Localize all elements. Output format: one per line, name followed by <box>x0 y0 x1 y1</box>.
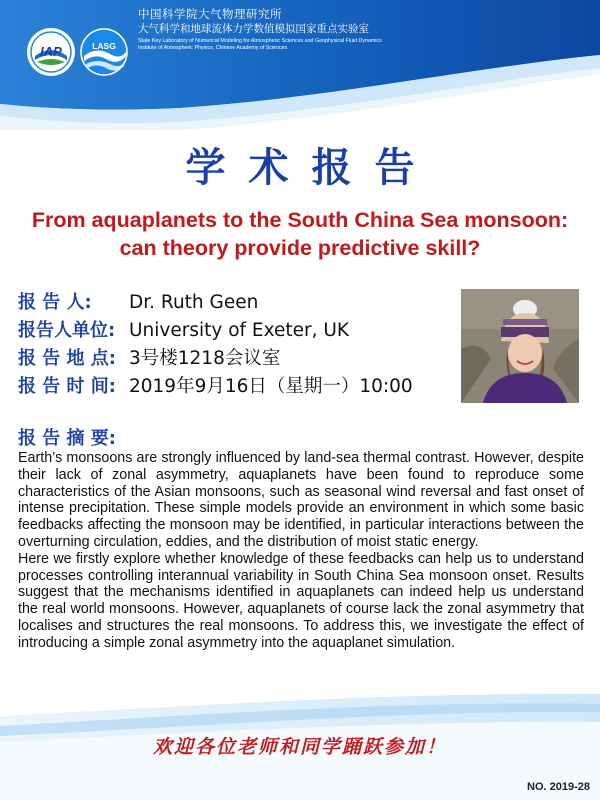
abstract-label: 报 告 摘 要: <box>18 428 116 449</box>
talk-location: 3号楼1218会议室 <box>129 348 281 369</box>
talk-title-line-1: From aquaplanets to the South China Sea monsoon: <box>31 208 569 232</box>
talk-title <box>0 206 600 262</box>
info-label: 报告人单位: <box>18 320 116 341</box>
abstract-paragraph-2: Here we firstly explore whether knowledge of these feedbacks can help us to understand processes controlling interannual variability in South China Sea monsoon onset. Results suggest that the mechanisms identified in aquaplanets can indeed help us understand the real world monsoons. However, aquaplanets of course lack the zonal asymmetry that localises and structures the real monsoons. To address this, we investigate the effect of introducing a simple zonal asymmetry into the aquaplanet simulation. <box>18 550 584 651</box>
info-label: 报 告 时 间: <box>18 376 116 397</box>
info-label: 报 告 地 点: <box>18 348 116 369</box>
welcome-message: 欢迎各位老师和同学踊跃参加！ <box>152 736 447 758</box>
institute-name-block <box>138 8 382 52</box>
logo-left-text: IAP <box>40 44 62 59</box>
abstract-paragraph-1: Earth’s monsoons are strongly influenced by land-sea thermal contrast. However, despite their lack of zonal asymmetry, aquaplanets have been found to reproduce some characteristics of the Asian monsoons, such as seasonal wind reversal and fast onset of intense precipitation. These simple models provide an environment in which some basic feedbacks affecting the monsoon may be identified, in particular interactions between the overturning circulation, eddies, and the distribution of moist static energy. <box>18 450 584 550</box>
lab-name-en: State Key Laboratory of Numerical Modeling for Atmospheric Sciences and Geophysical Fluid Dynamics <box>138 38 382 44</box>
info-label: 报 告 人: <box>18 292 92 313</box>
speaker-photo <box>461 289 579 403</box>
talk-info <box>18 289 413 401</box>
speaker-affiliation: University of Exeter, UK <box>129 320 350 341</box>
institute-name-en: Institute of Atmospheric Physics, Chinese Academy of Sciences <box>138 45 288 51</box>
logo-right-text: LASG <box>92 41 116 51</box>
poster-title: 学术报告 <box>185 145 438 191</box>
institute-name-cn: 中国科学院大气物理研究所 <box>138 7 282 21</box>
abstract <box>18 450 584 652</box>
info-row-speaker <box>18 289 413 317</box>
institute-logos <box>26 26 130 78</box>
speaker-name: Dr. Ruth Geen <box>129 292 259 313</box>
poster-number: NO. 2019-28 <box>527 781 590 793</box>
info-row-affiliation <box>18 317 413 345</box>
info-row-location <box>18 345 413 373</box>
lab-name-cn: 大气科学和地球流体力学数值模拟国家重点实验室 <box>138 23 369 35</box>
talk-title-line-2: can theory provide predictive skill? <box>119 236 481 260</box>
talk-time: 2019年9月16日（星期一）10:00 <box>129 376 413 397</box>
info-row-time <box>18 373 413 401</box>
